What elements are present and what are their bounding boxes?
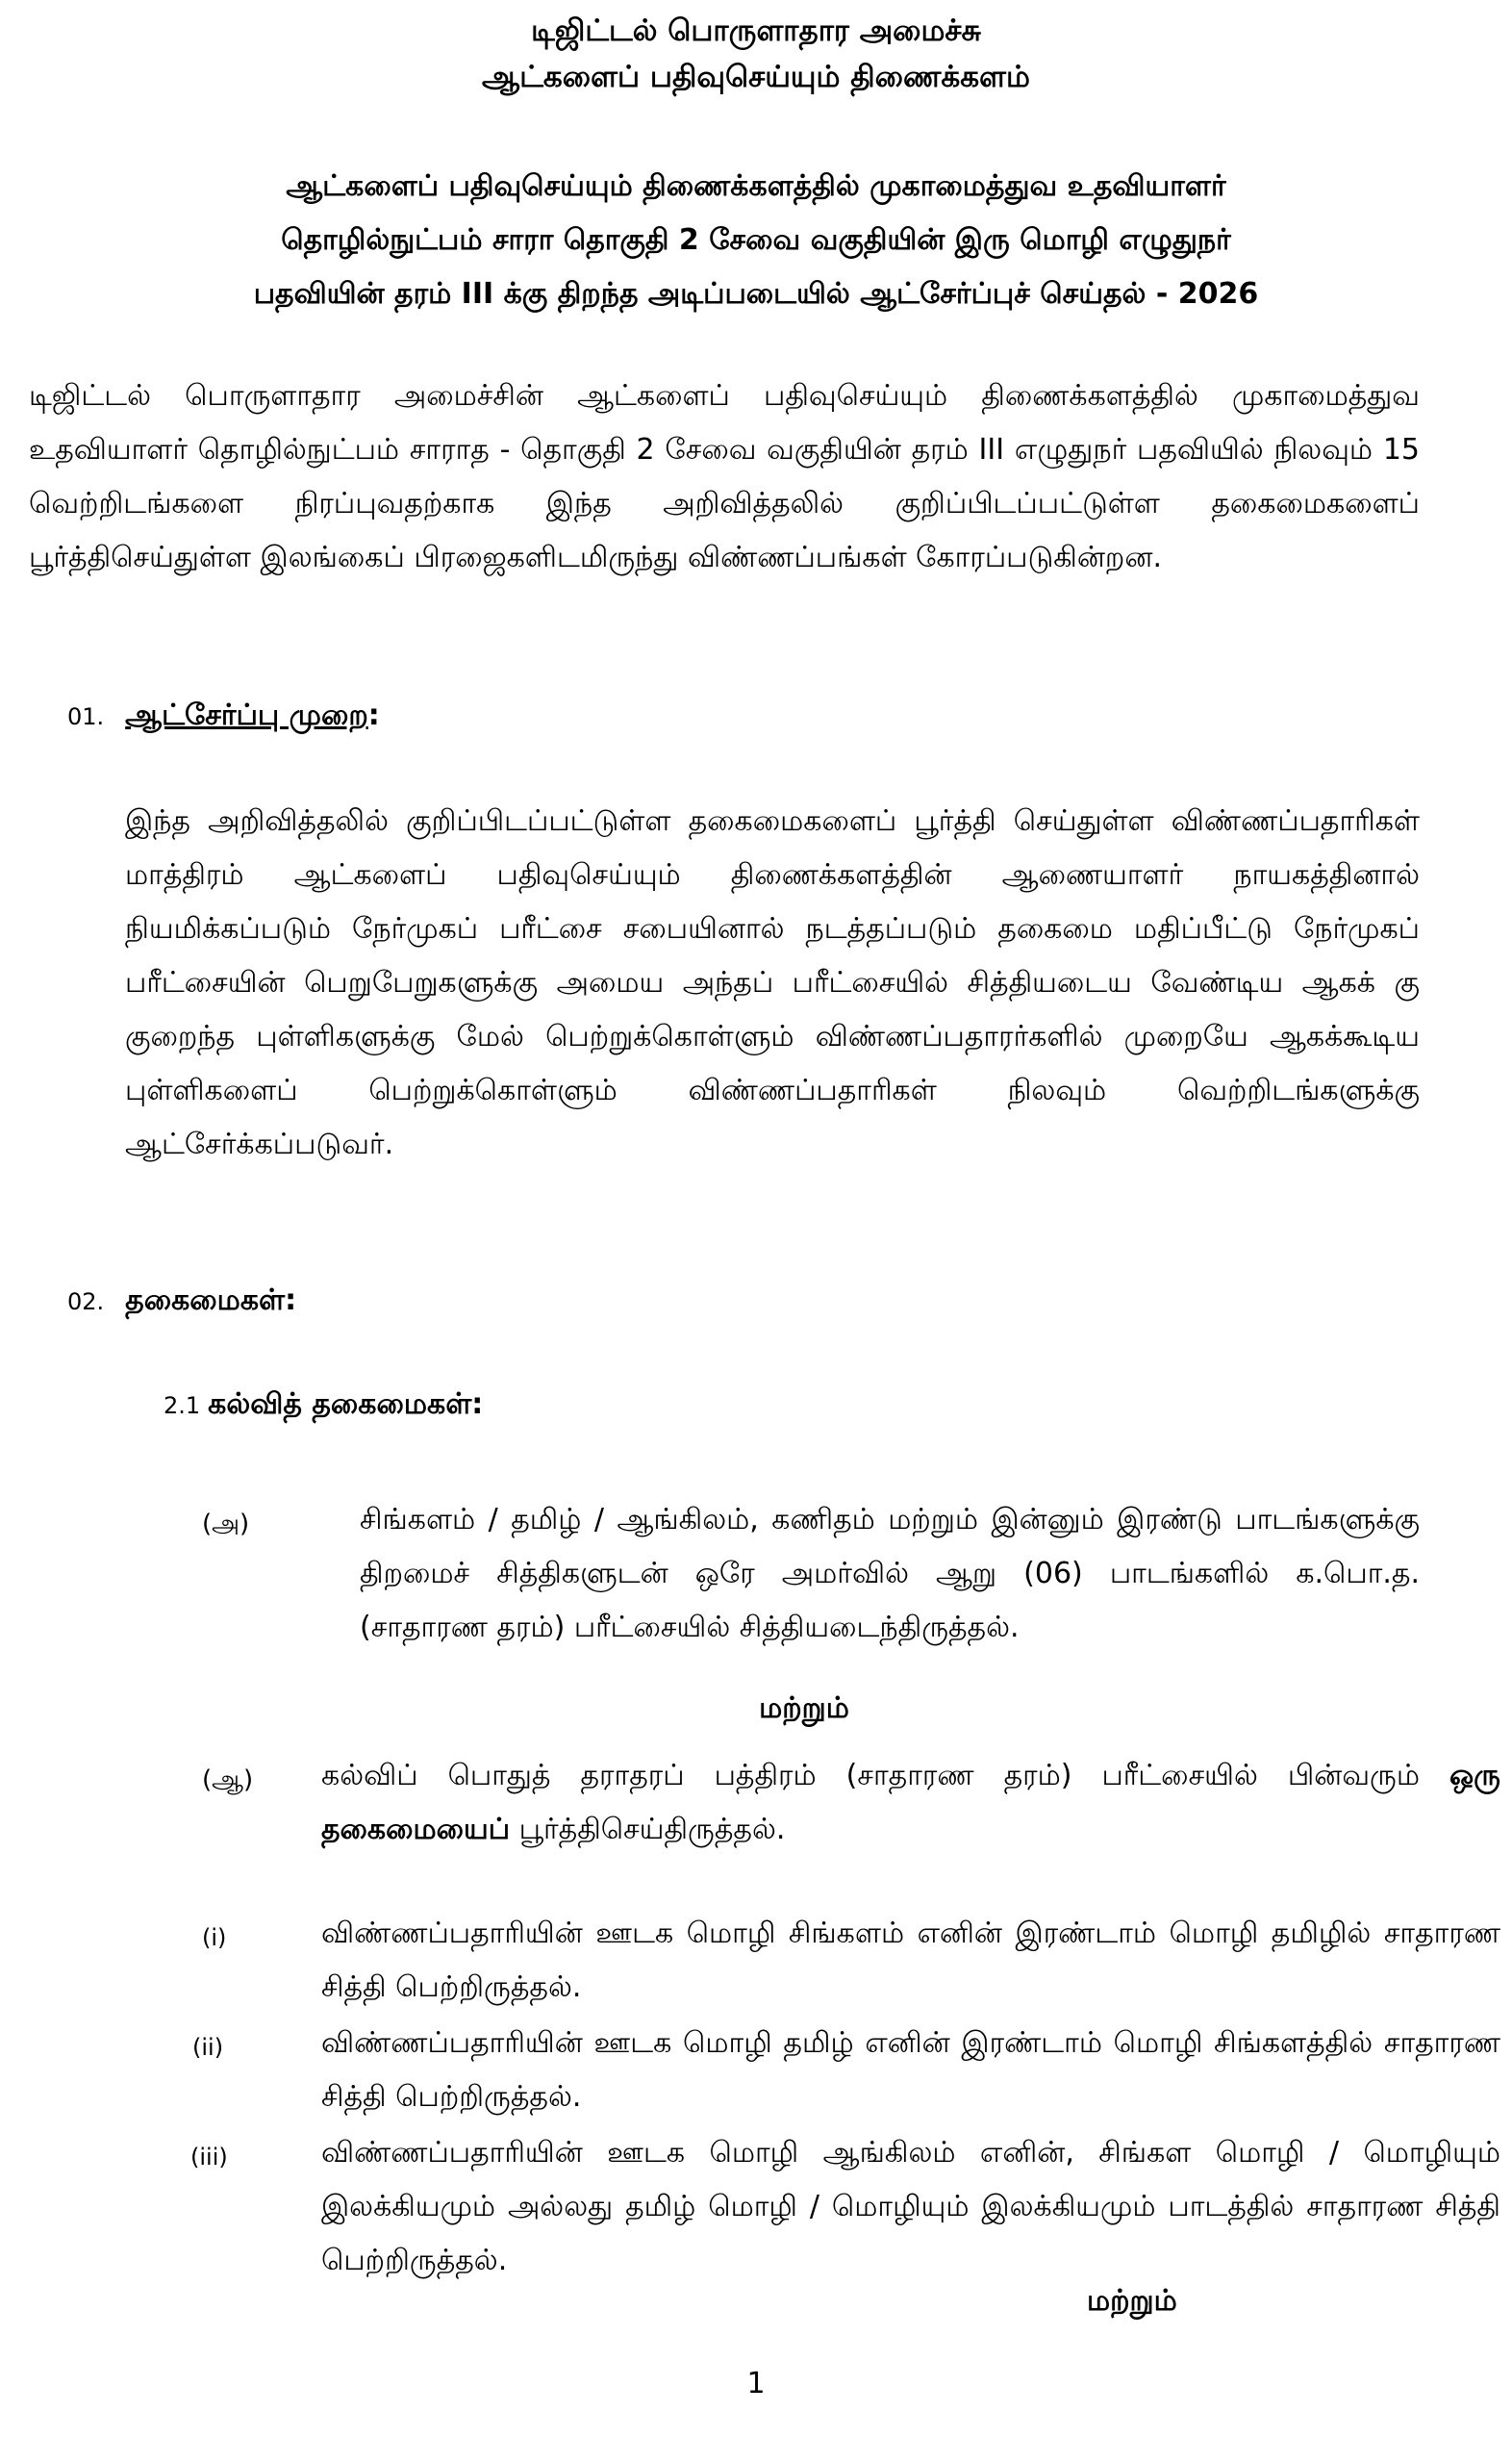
item-a-text: சிங்களம் / தமிழ் / ஆங்கிலம், கணிதம் மற்றும் இன்னும் இரண்டு பாடங்களுக்கு திறமைச் சித்திகளுடன் ஒரே அமர்வில் ஆறு (06) பாடங்களில் க.பொ.த. (சாதாரண தரம்) பரீட்சையில் சித்தியடைந்திருத்தல். <box>360 1503 1420 1644</box>
subsection-2-1-number: 2.1 <box>164 1392 201 1419</box>
section-2-title: தகைமைகள்: <box>125 1283 297 1317</box>
item-iii-label: (iii) <box>190 2144 228 2171</box>
item-i-label: (i) <box>202 1924 227 1951</box>
ministry-title: டிஜிட்டல் பொருளாதார அமைச்சு <box>531 13 981 48</box>
item-i-text: விண்ணப்பதாரியின் ஊடக மொழி சிங்களம் எனின் இரண்டாம் மொழி தமிழில் சாதாரண சித்தி பெற்றிருத்தல். <box>321 1917 1500 2004</box>
subject-line-2: தொழில்நுட்பம் சாரா தொகுதி 2 சேவை வகுதியின் இரு மொழி எழுதுநர் <box>281 223 1231 257</box>
department-title: ஆட்களைப் பதிவுசெய்யும் திணைக்களம் <box>482 60 1030 94</box>
section-1-heading <box>67 697 380 736</box>
item-aa-text <box>321 1749 1500 1857</box>
item-aa-label: (ஆ) <box>202 1765 254 1794</box>
subsection-2-1-heading <box>164 1385 483 1425</box>
page-number: 1 <box>746 2367 766 2400</box>
and-connector-2: மற்றும் <box>1087 2284 1177 2318</box>
item-ii-text: விண்ணப்பதாரியின் ஊடக மொழி தமிழ் எனின் இரண்டாம் மொழி சிங்களத்தில் சாதாரண சித்தி பெற்றிருத்தல். <box>321 2026 1500 2114</box>
and-connector-1: மற்றும் <box>759 1691 849 1725</box>
section-2-heading <box>67 1282 296 1321</box>
section-1-number: 01. <box>67 703 105 730</box>
item-a-label: (அ) <box>202 1510 250 1538</box>
section-1-colon: : <box>367 698 380 732</box>
subsection-2-1-title: கல்வித் தகைமைகள்: <box>208 1387 484 1421</box>
item-ii-label: (ii) <box>192 2034 224 2061</box>
section-2-number: 02. <box>67 1288 105 1315</box>
intro-paragraph: டிஜிட்டல் பொருளாதார அமைச்சின் ஆட்களைப் பதிவுசெய்யும் திணைக்களத்தில் முகாமைத்துவ உதவியாளர் தொழில்நுட்பம் சாராத - தொகுதி 2 சேவை வகுதியின் தரம் III எழுதுநர் பதவியில் நிலவும் 15 வெற்றிடங்களை நிரப்புவதற்காக இந்த அறிவித்தலில் குறிப்பிடப்பட்டுள்ள தகைமைகளைப் பூர்த்திசெய்துள்ள இலங்கைப் பிரஜைகளிடமிருந்து விண்ணப்பங்கள் கோரப்படுகின்றன. <box>29 379 1420 574</box>
section-1-title: ஆட்சேர்ப்பு முறை <box>125 698 368 732</box>
subject-line-1: ஆட்களைப் பதிவுசெய்யும் திணைக்களத்தில் முகாமைத்துவ உதவியாளர் <box>286 169 1226 203</box>
item-aa-text-post: பூர்த்திசெய்திருத்தல். <box>510 1813 786 1846</box>
item-aa-text-pre: கல்விப் பொதுத் தராதரப் பத்திரம் (சாதாரண தரம்) பரீட்சையில் பின்வரும் <box>321 1759 1421 1792</box>
subject-line-3: பதவியின் தரம் III க்கு திறந்த அடிப்படையில் ஆட்சேர்ப்புச் செய்தல் - 2026 <box>253 277 1259 311</box>
item-iii-text: விண்ணப்பதாரியின் ஊடக மொழி ஆங்கிலம் எனின், சிங்கள மொழி / மொழியும் இலக்கியமும் அல்லது தமிழ் மொழி / மொழியும் இலக்கியமும் பாடத்தில் சாதாரண சித்தி பெற்றிருத்தல். <box>321 2136 1500 2277</box>
section-1-body: இந்த அறிவித்தலில் குறிப்பிடப்பட்டுள்ள தகைமைகளைப் பூர்த்தி செய்துள்ள விண்ணப்பதாரிகள் மாத்திரம் ஆட்களைப் பதிவுசெய்யும் திணைக்களத்தின் ஆணையாளர் நாயகத்தினால் நியமிக்கப்படும் நேர்முகப் பரீட்சை சபையினால் நடத்தப்படும் தகைமை மதிப்பீட்டு நேர்முகப் பரீட்சையின் பெறுபேறுகளுக்கு அமைய அந்தப் பரீட்சையில் சித்தியடைய வேண்டிய ஆகக் கு குறைந்த புள்ளிகளுக்கு மேல் பெற்றுக்கொள்ளும் விண்ணப்பதாரர்களில் முறையே ஆகக்கூடிய புள்ளிகளைப் பெற்றுக்கொள்ளும் விண்ணப்பதாரிகள் நிலவும் வெற்றிடங்களுக்கு ஆட்சேர்க்கப்படுவர். <box>125 804 1420 1161</box>
item-aa-text-bold: ஒரு தகைமையைப் <box>321 1759 1500 1846</box>
